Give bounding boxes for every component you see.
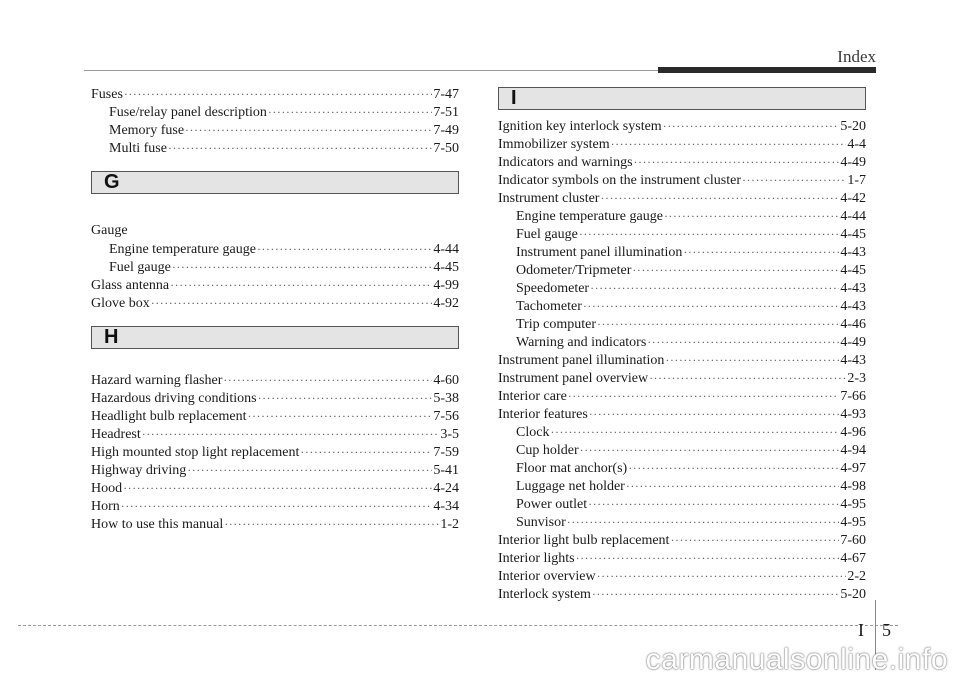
entry-text: Interlock system — [498, 587, 591, 602]
index-entry — [498, 387, 866, 405]
entry-page: 4-46 — [840, 317, 866, 332]
entry-page: 4-95 — [840, 497, 866, 512]
dot-leader — [300, 443, 432, 461]
entry-page: 4-94 — [840, 443, 866, 458]
index-entry — [498, 495, 866, 513]
index-entry — [91, 461, 459, 479]
entry-text: Immobilizer system — [498, 137, 610, 152]
dot-leader — [567, 513, 840, 531]
dot-leader — [123, 479, 432, 497]
dot-leader — [632, 261, 839, 279]
entry-page: 4-43 — [840, 353, 866, 368]
entry-text: Indicator symbols on the instrument cluster — [498, 173, 742, 188]
index-entry — [498, 585, 866, 603]
entry-text: Ignition key interlock system — [498, 119, 662, 134]
entry-text: Floor mat anchor(s) — [516, 461, 628, 476]
dot-leader — [665, 351, 839, 369]
entry-page: 5-20 — [840, 587, 866, 602]
dot-leader — [683, 243, 839, 261]
entry-page: 4-93 — [840, 407, 866, 422]
entry-page: 7-47 — [433, 87, 459, 102]
dot-leader — [268, 103, 432, 121]
h-entries-group — [91, 371, 459, 533]
dot-leader — [172, 258, 433, 276]
index-entry — [498, 225, 866, 243]
dot-leader — [611, 135, 847, 153]
fuses-group — [91, 85, 459, 157]
dot-leader — [185, 121, 432, 139]
dot-leader — [224, 515, 439, 533]
entry-page: 2-2 — [847, 569, 866, 584]
dot-leader — [588, 495, 839, 513]
section-header-i — [498, 87, 866, 110]
dot-leader — [168, 139, 432, 157]
entry-text: Interior features — [498, 407, 588, 422]
entry-page: 4-42 — [840, 191, 866, 206]
dot-leader — [568, 387, 840, 405]
dot-leader — [550, 423, 839, 441]
dot-leader — [664, 207, 839, 225]
entry-page: 4-49 — [840, 335, 866, 350]
g-entries-group — [91, 240, 459, 312]
entry-page: 4-45 — [840, 227, 866, 242]
index-entry — [498, 153, 866, 171]
entry-page: 4-4 — [847, 137, 866, 152]
index-entry — [91, 389, 459, 407]
index-entry — [498, 207, 866, 225]
dot-leader — [121, 497, 433, 515]
dot-leader — [589, 405, 840, 423]
index-entry — [498, 171, 866, 189]
section-letter-i: I — [511, 87, 517, 109]
entry-text: Fuel gauge — [516, 227, 578, 242]
index-entry — [498, 531, 866, 549]
index-entry — [91, 515, 459, 533]
entry-page: 4-95 — [840, 515, 866, 530]
entry-text: Tachometer — [516, 299, 582, 314]
entry-page: 4-45 — [840, 263, 866, 278]
entry-text: Multi fuse — [109, 141, 167, 156]
index-entry — [498, 333, 866, 351]
dot-leader — [580, 441, 840, 459]
index-column-left — [91, 85, 459, 533]
dot-leader — [742, 171, 846, 189]
index-entry — [498, 297, 866, 315]
index-entry — [91, 258, 459, 276]
entry-page: 4-34 — [433, 499, 459, 514]
entry-page: 4-99 — [433, 278, 459, 293]
dot-leader — [649, 369, 846, 387]
entry-text: Sunvisor — [516, 515, 566, 530]
index-entry — [498, 351, 866, 369]
entry-text: Hazard warning flasher — [91, 373, 223, 388]
section-letter-g: G — [104, 171, 120, 193]
dot-leader — [142, 425, 440, 443]
entry-page: 3-5 — [440, 427, 459, 442]
dot-leader — [258, 389, 433, 407]
entry-text: Headlight bulb replacement — [91, 409, 247, 424]
entry-page: 4-60 — [433, 373, 459, 388]
entry-text: Power outlet — [516, 497, 588, 512]
dot-leader — [590, 279, 839, 297]
dot-leader — [634, 153, 840, 171]
entry-text: Instrument panel illumination — [516, 245, 683, 260]
entry-text: Trip computer — [516, 317, 596, 332]
entry-text: Engine temperature gauge — [109, 242, 256, 257]
entry-page: 2-3 — [847, 371, 866, 386]
section-letter-h: H — [104, 326, 119, 348]
index-entry — [498, 243, 866, 261]
entry-text: Warning and indicators — [516, 335, 647, 350]
entry-page: 7-56 — [433, 409, 459, 424]
entry-page: 4-96 — [840, 425, 866, 440]
dot-leader — [583, 297, 839, 315]
index-entry — [498, 369, 866, 387]
entry-text: Highway driving — [91, 463, 187, 478]
entry-page: 7-51 — [433, 105, 459, 120]
footer-section-letter: I — [858, 620, 864, 640]
section-header-h — [91, 326, 459, 349]
entry-page: 4-67 — [840, 551, 866, 566]
index-entry — [91, 103, 459, 121]
entry-text: Interior lights — [498, 551, 575, 566]
entry-text: Instrument cluster — [498, 191, 600, 206]
index-entry — [91, 479, 459, 497]
entry-page: 4-49 — [840, 155, 866, 170]
dot-leader — [124, 85, 432, 103]
index-entry — [498, 135, 866, 153]
index-entry — [498, 261, 866, 279]
watermark-text: carmanualsonline.info — [645, 643, 948, 676]
entry-text: Fuel gauge — [109, 260, 171, 275]
index-entry — [91, 240, 459, 258]
entry-text: Instrument panel illumination — [498, 353, 665, 368]
entry-text: Luggage net holder — [516, 479, 625, 494]
entry-page: 5-41 — [433, 463, 459, 478]
entry-page: 5-20 — [840, 119, 866, 134]
entry-text: Indicators and warnings — [498, 155, 633, 170]
entry-text: Memory fuse — [109, 123, 185, 138]
entry-text: Instrument panel overview — [498, 371, 649, 386]
dot-leader — [628, 459, 839, 477]
entry-text: Interior light bulb replacement — [498, 533, 670, 548]
index-entry — [498, 279, 866, 297]
entry-page: 4-24 — [433, 481, 459, 496]
entry-page: 4-43 — [840, 281, 866, 296]
section-header-g — [91, 171, 459, 194]
index-entry — [91, 425, 459, 443]
index-entry — [91, 85, 459, 103]
entry-page: 4-44 — [433, 242, 459, 257]
index-entry — [498, 117, 866, 135]
index-entry — [91, 497, 459, 515]
entry-page: 5-38 — [433, 391, 459, 406]
entry-text: Fuses — [91, 87, 123, 102]
entry-page: 1-7 — [847, 173, 866, 188]
entry-text: Gauge — [91, 223, 128, 238]
dot-leader — [170, 276, 432, 294]
index-entry — [91, 294, 459, 312]
entry-page: 1-2 — [440, 517, 459, 532]
index-entry — [498, 423, 866, 441]
index-entry — [498, 315, 866, 333]
index-entry — [91, 121, 459, 139]
entry-page: 4-92 — [433, 296, 459, 311]
header-bar — [658, 67, 876, 73]
entry-text: Engine temperature gauge — [516, 209, 663, 224]
index-entry — [498, 441, 866, 459]
entry-page: 4-98 — [840, 479, 866, 494]
entry-text: Headrest — [91, 427, 141, 442]
index-column-right — [498, 87, 866, 603]
entry-page: 4-45 — [433, 260, 459, 275]
entry-text: Cup holder — [516, 443, 579, 458]
dot-leader — [257, 240, 432, 258]
entry-text: Fuse/relay panel description — [109, 105, 267, 120]
entry-page: 4-43 — [840, 245, 866, 260]
dot-leader — [626, 477, 839, 495]
index-entry — [91, 276, 459, 294]
header-rule — [84, 70, 658, 71]
entry-text: Glove box — [91, 296, 150, 311]
entry-text: Horn — [91, 499, 120, 514]
dot-leader — [597, 567, 847, 585]
entry-text: Interior overview — [498, 569, 596, 584]
i-entries-group — [498, 117, 866, 603]
entry-page: 7-59 — [433, 445, 459, 460]
index-entry — [498, 459, 866, 477]
entry-text: Hazardous driving conditions — [91, 391, 257, 406]
index-entry — [498, 477, 866, 495]
dot-leader — [663, 117, 840, 135]
dot-leader — [248, 407, 433, 425]
entry-text: Odometer/Tripmeter — [516, 263, 632, 278]
entry-page: 4-43 — [840, 299, 866, 314]
dot-leader — [597, 315, 839, 333]
entry-page: 7-49 — [433, 123, 459, 138]
index-entry — [91, 139, 459, 157]
dot-leader — [223, 371, 432, 389]
footer-page-number: 5 — [882, 620, 891, 640]
dot-leader — [576, 549, 840, 567]
entry-page: 4-97 — [840, 461, 866, 476]
dot-leader — [600, 189, 839, 207]
entry-page: 4-44 — [840, 209, 866, 224]
entry-page: 7-66 — [840, 389, 866, 404]
footer-rule — [18, 625, 898, 626]
dot-leader — [187, 461, 432, 479]
entry-text: Glass antenna — [91, 278, 170, 293]
index-entry-gauge — [91, 222, 459, 240]
entry-text: High mounted stop light replacement — [91, 445, 300, 460]
index-entry — [498, 513, 866, 531]
index-entry — [91, 371, 459, 389]
entry-text: Speedometer — [516, 281, 590, 296]
dot-leader — [151, 294, 433, 312]
header-title: Index — [837, 47, 876, 66]
dot-leader — [592, 585, 839, 603]
entry-text: How to use this manual — [91, 517, 224, 532]
index-entry — [498, 567, 866, 585]
index-entry — [498, 189, 866, 207]
dot-leader — [647, 333, 839, 351]
entry-page: 7-50 — [433, 141, 459, 156]
index-entry — [498, 405, 866, 423]
entry-page: 7-60 — [840, 533, 866, 548]
index-entry — [91, 407, 459, 425]
dot-leader — [579, 225, 840, 243]
index-entry — [498, 549, 866, 567]
entry-text: Clock — [516, 425, 550, 440]
index-entry — [91, 443, 459, 461]
entry-text: Hood — [91, 481, 123, 496]
dot-leader — [670, 531, 839, 549]
entry-text: Interior care — [498, 389, 567, 404]
